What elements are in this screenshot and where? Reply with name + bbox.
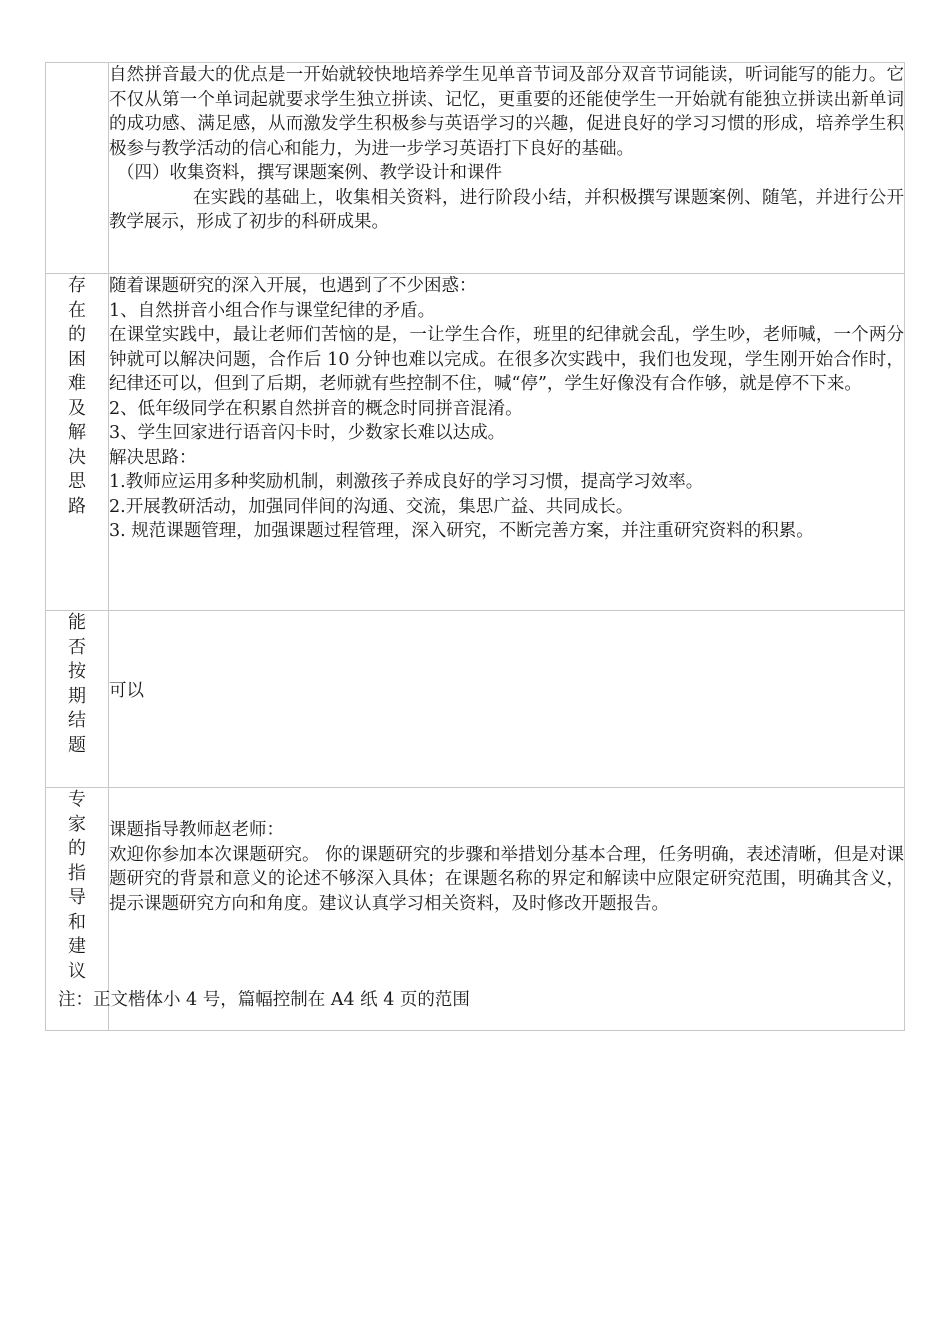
footnote: 注：正文楷体小 4 号，篇幅控制在 A4 纸 4 页的范围 bbox=[58, 990, 470, 1010]
paragraph: 3、学生回家进行语音闪卡时，少数家长难以达成。 bbox=[109, 423, 506, 443]
report-table bbox=[45, 62, 905, 1031]
row-label: 能否按期结题 bbox=[68, 612, 86, 756]
paragraph: 3. 规范课题管理，加强课题过程管理，深入研究，不断完善方案，并注重研究资料的积累。 bbox=[109, 521, 814, 541]
paragraph: 在实践的基础上，收集相关资料，进行阶段小结，并积极撰写课题案例、随笔，并进行公开教学展示，形成了初步的科研成果。 bbox=[109, 187, 904, 232]
table-row-intro bbox=[46, 63, 905, 274]
table-row-difficulties bbox=[46, 274, 905, 611]
paragraph: 解决思路： bbox=[109, 447, 197, 468]
table-row-on-time bbox=[46, 611, 905, 788]
paragraph: 2、低年级同学在积累自然拼音的概念时同拼音混淆。 bbox=[109, 398, 523, 419]
content-cell-intro bbox=[109, 63, 905, 274]
answer-text: 可以 bbox=[109, 680, 144, 701]
sub-heading: （四）收集资料，撰写课题案例、教学设计和课件 bbox=[117, 163, 502, 183]
paragraph: 2.开展教研活动，加强同伴间的沟通、交流，集思广益、共同成长。 bbox=[109, 496, 634, 517]
label-cell bbox=[46, 274, 109, 611]
paragraph: 欢迎你参加本次课题研究。 你的课题研究的步骤和举措划分基本合理，任务明确，表述清晰，但是对课题研究的背景和意义的论述不够深入具体；在课题名称的界定和解读中应限定研究范围，明确其含义，提示课题研究方向和角度。建议认真学习相关资料，及时修改开题报告。 bbox=[109, 844, 904, 914]
paragraph: 1.教师应运用多种奖励机制，刺激孩子养成良好的学习习惯，提高学习效率。 bbox=[109, 472, 704, 492]
label-cell bbox=[46, 611, 109, 788]
paragraph: 在课堂实践中，最让老师们苦恼的是，一让学生合作，班里的纪律就会乱，学生吵，老师喊，一个两分钟就可以解决问题，合作后 10 分钟也难以完成。在很多次实践中，我们也发现，学生刚开始合作时，纪律还可以，但到了后期，老师就有些控制不住，喊“停”，学生好像没有合作够，就是停不下来。 bbox=[109, 325, 904, 394]
content-cell-on-time bbox=[109, 611, 905, 788]
label-cell-empty bbox=[46, 63, 109, 274]
row-label: 存在的困难及解决思路 bbox=[68, 275, 86, 517]
paragraph: 自然拼音最大的优点是一开始就较快地培养学生见单音节词及部分双音节词能读，听词能写的能力。它不仅从第一个单词起就要求学生独立拼读、记忆，更重要的还能使学生一开始就有能独立拼读出新单词的成功感、满足感，从而激发学生积极参与英语学习的兴趣，促进良好的学习习惯的形成，培养学生积极参与教学活动的信心和能力，为进一步学习英语打下良好的基础。 bbox=[109, 65, 904, 159]
paragraph: 随着课题研究的深入开展，也遇到了不少困惑： bbox=[109, 276, 477, 296]
content-cell-difficulties bbox=[109, 274, 905, 611]
row-label: 专家的指导和建议 bbox=[68, 789, 86, 982]
paragraph: 1、自然拼音小组合作与课堂纪律的矛盾。 bbox=[109, 300, 436, 321]
paragraph: 课题指导教师赵老师： bbox=[109, 820, 284, 840]
